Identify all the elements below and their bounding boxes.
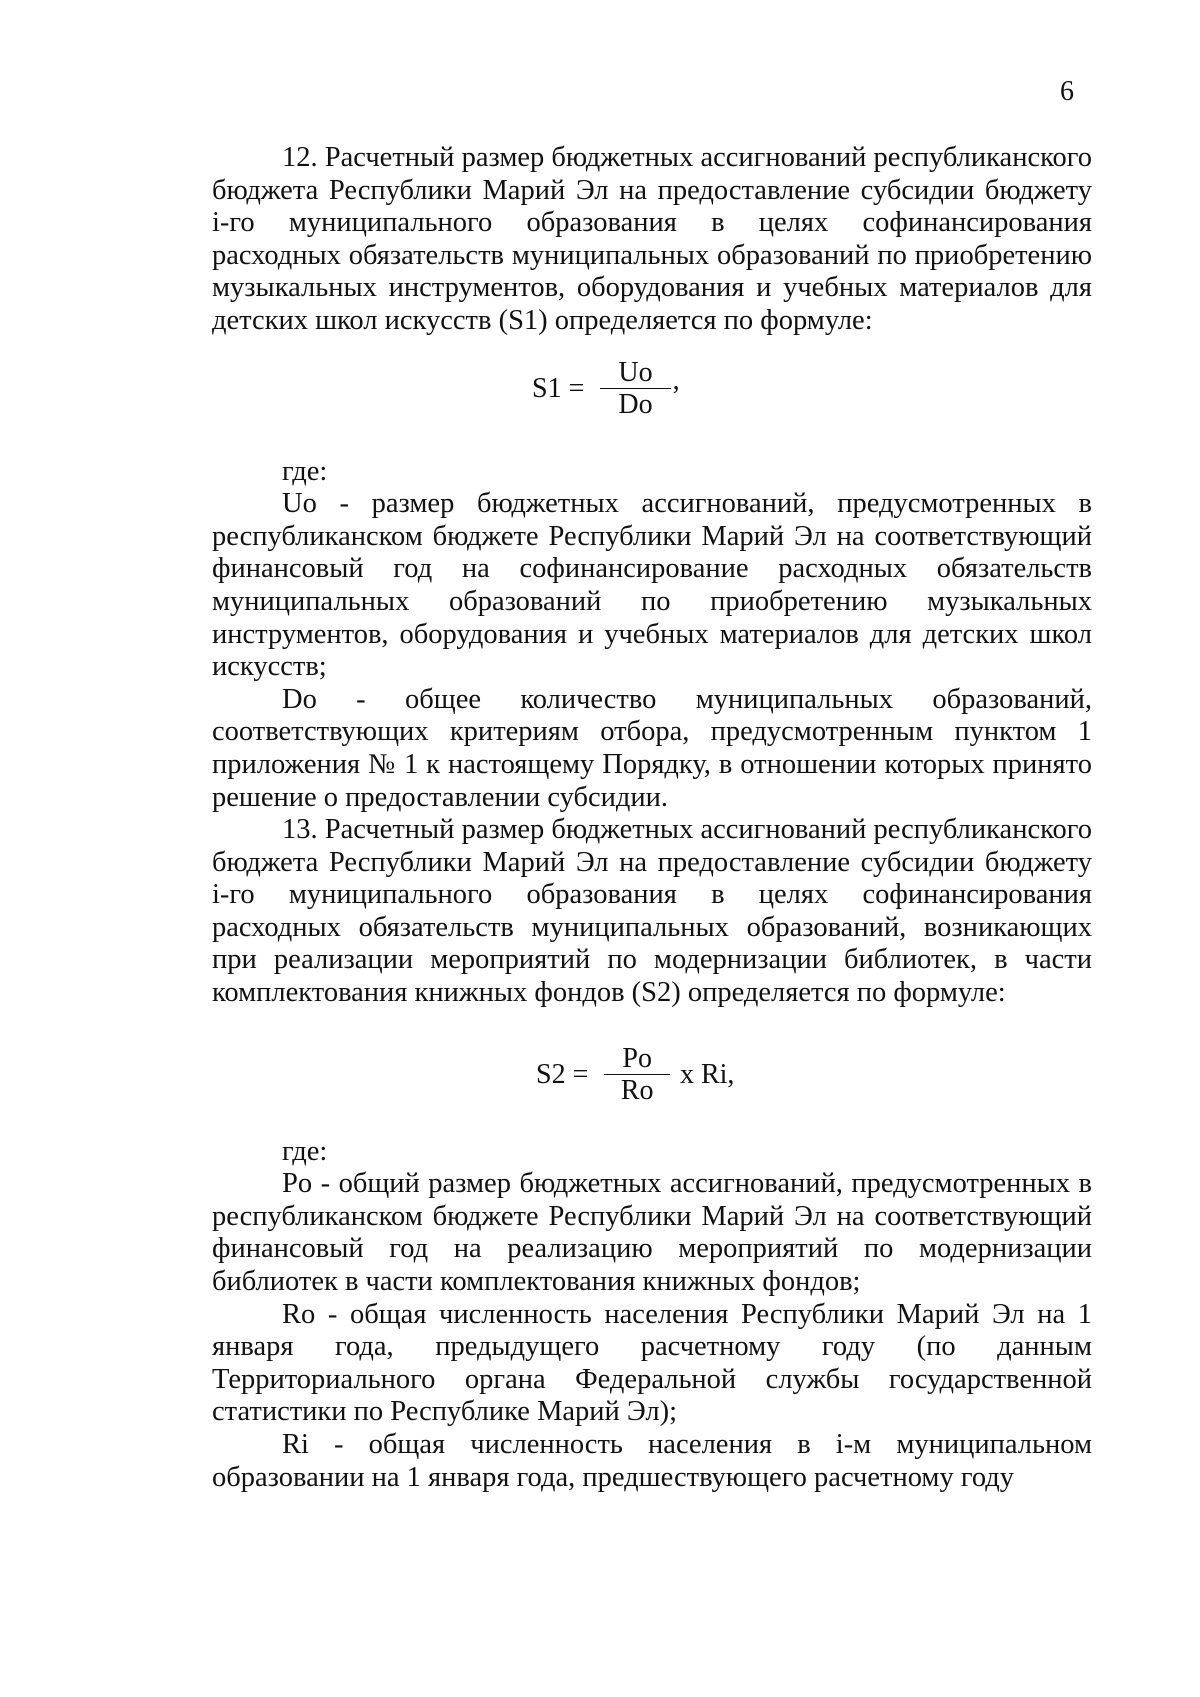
- definition-uo: Uo - размер бюджетных ассигнований, предусмотренных в республиканском бюджете Республики Марий Эл на соответствующий финансовый год на софинансирование расходных обязательств муниципальных образований по приобретению музыкальных инструментов, оборудования и учебных материалов для детских школ искусств;: [212, 488, 1092, 683]
- paragraph-13: 13. Расчетный размер бюджетных ассигнований республиканского бюджета Республики Марий Эл на предоставление субсидии бюджету i-го муниципального образования в целях софинансирования расходных обязательств муниципальных образований, возникающих при реализации мероприятий по модернизации библиотек, в части комплектования книжных фондов (S2) определяется по формуле:: [212, 814, 1092, 1009]
- formula-s2-numerator: Po: [604, 1044, 670, 1075]
- definition-po: Po - общий размер бюджетных ассигнований, предусмотренных в республиканском бюджете Республики Марий Эл на соответствующий финансовый год на реализацию мероприятий по модернизации библиотек в части комплектования книжных фондов;: [212, 1168, 1092, 1298]
- definition-ri: Ri - общая численность населения в i-м муниципальном образовании на 1 января года, предшествующего расчетному году: [212, 1429, 1092, 1493]
- formula-s1-numerator: Uo: [600, 358, 670, 389]
- formula-s1-denominator: Do: [618, 388, 653, 420]
- page-number: 6: [1060, 76, 1074, 107]
- formula-s1-tail: ,: [672, 364, 680, 396]
- formula-s2-lhs: S2 =: [536, 1058, 589, 1090]
- document-body: [212, 142, 1092, 1494]
- where-label-1: где:: [282, 455, 328, 487]
- formula-s2-tail: x Ri,: [679, 1058, 735, 1090]
- formula-s1: [212, 338, 1092, 456]
- where-label-2: где:: [282, 1135, 328, 1167]
- formula-s1-fraction: [600, 358, 670, 421]
- definition-do: Do - общее количество муниципальных образований, соответствующих критериям отбора, предусмотренным пунктом 1 приложения № 1 к настоящему Порядку, в отношении которых принято решение о предоставлении субсидии.: [212, 683, 1092, 813]
- formula-s2-denominator: Ro: [620, 1074, 654, 1106]
- formula-s2: [212, 1010, 1092, 1136]
- formula-s2-fraction: [604, 1044, 670, 1107]
- formula-s1-lhs: S1 =: [532, 372, 585, 404]
- paragraph-12: 12. Расчетный размер бюджетных ассигнований республиканского бюджета Республики Марий Эл на предоставление субсидии бюджету i-го муниципального образования в целях софинансирования расходных обязательств муниципальных образований по приобретению музыкальных инструментов, оборудования и учебных материалов для детских школ искусств (S1) определяется по формуле:: [212, 142, 1092, 336]
- definition-ro: Ro - общая численность населения Республики Марий Эл на 1 января года, предыдущего расчетному году (по данным Территориального органа Федеральной службы государственной статистики по Республике Марий Эл);: [212, 1298, 1092, 1428]
